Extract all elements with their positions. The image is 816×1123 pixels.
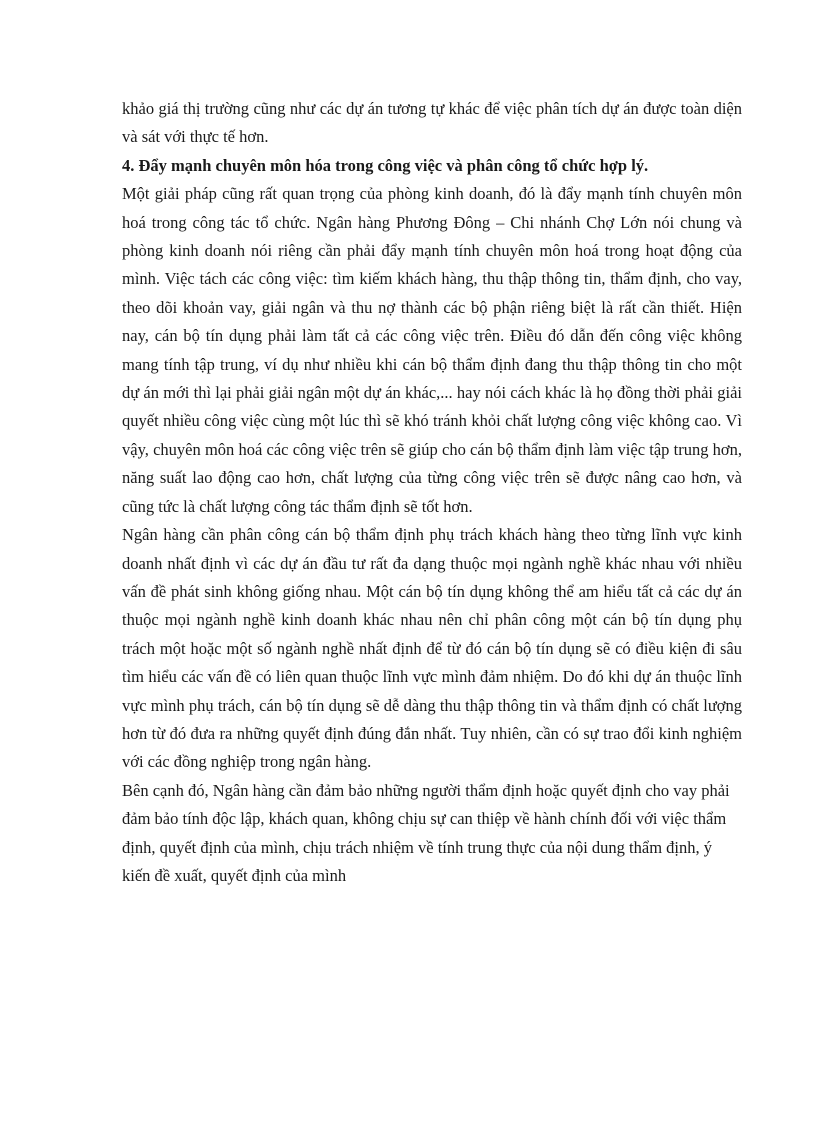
section-heading: 4. Đẩy mạnh chuyên môn hóa trong công việc và phân công tổ chức hợp lý. <box>122 155 649 175</box>
body-paragraph-assignment: Ngân hàng cần phân công cán bộ thẩm định phụ trách khách hàng theo từng lĩnh vực kinh doanh nhất định vì các dự án đầu tư rất đa dạng thuộc mọi ngành nghề khác nhau với nhiều vấn đề phát sinh không giống nhau. Một cán bộ tín dụng không thể am hiểu tất cả các dự án thuộc mọi ngành nghề kinh doanh khác nhau nên chỉ phân công một cán bộ tín dụng phụ trách một hoặc một số ngành nghề nhất định để từ đó cán bộ tín dụng sẽ có điều kiện đi sâu tìm hiểu các vấn đề có liên quan thuộc lĩnh vực mình đảm nhiệm. Do đó khi dự án thuộc lĩnh vực mình phụ trách, cán bộ tín dụng sẽ dễ dàng thu thập thông tin và thẩm định có chất lượng hơn từ đó đưa ra những quyết định đúng đắn nhất. Tuy nhiên, cần có sự trao đổi kinh nghiệm với các đồng nghiệp trong ngân hàng. <box>122 525 742 772</box>
document-body <box>122 95 742 890</box>
body-paragraph-specialization: Một giải pháp cũng rất quan trọng của phòng kinh doanh, đó là đẩy mạnh tính chuyên môn hoá trong công tác tổ chức. Ngân hàng Phương Đông – Chi nhánh Chợ Lớn nói chung và phòng kinh doanh nói riêng cần phải đẩy mạnh tính chuyên môn hoá trong hoạt động của mình. Việc tách các công việc: tìm kiếm khách hàng, thu thập thông tin, thẩm định, cho vay, theo dõi khoản vay, giải ngân và thu nợ thành các bộ phận riêng biệt là rất cần thiết. Hiện nay, cán bộ tín dụng phải làm tất cả các công việc trên. Điều đó dẫn đến công việc không mang tính tập trung, ví dụ như nhiều khi cán bộ thẩm định đang thu thập thông tin cho một dự án mới thì lại phải giải ngân một dự án khác,... hay nói cách khác là họ đồng thời phải giải quyết nhiều công việc cùng một lúc thì sẽ khó tránh khỏi chất lượng công việc không cao. Vì vậy, chuyên môn hoá các công việc trên sẽ giúp cho cán bộ thẩm định làm việc tập trung hơn, năng suất lao động cao hơn, chất lượng của từng công việc trên sẽ được nâng cao hơn, và cũng tức là chất lượng công tác thẩm định sẽ tốt hơn. <box>122 184 742 516</box>
intro-paragraph: khảo giá thị trường cũng như các dự án tương tự khác để việc phân tích dự án được toàn diện và sát với thực tế hơn. <box>122 99 742 147</box>
body-paragraph-independence: Bên cạnh đó, Ngân hàng cần đảm bảo những người thẩm định hoặc quyết định cho vay phải đảm bảo tính độc lập, khách quan, không chịu sự can thiệp về hành chính đối với việc thẩm định, quyết định của mình, chịu trách nhiệm về tính trung thực của nội dung thẩm định, ý kiến đề xuất, quyết định của mình <box>122 780 730 885</box>
